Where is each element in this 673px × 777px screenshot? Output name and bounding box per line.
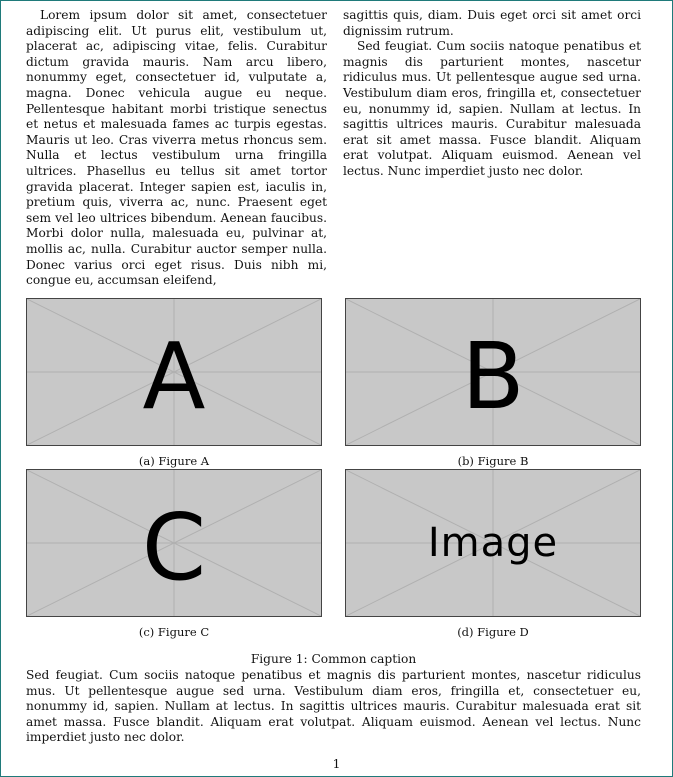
subfigure-d <box>345 469 641 639</box>
body-paragraph: Lorem ipsum dolor sit amet, consectetuer adipiscing elit. Ut purus elit, vestibulum ut, placerat ac, adipiscing vitae, felis. Curabitur dictum gravida mauris. Nam arcu libero, nonummy eget, consectetuer id, vulputate a, magna. Donec vehicula augue eu neque. Pellentesque habitant morbi tristique senectus et netus et malesuada fames ac turpis egestas. Mauris ut leo. Cras viverra metus rhoncus sem. Nulla et lectus vestibulum urna fringilla ultrices. Phasellus eu tellus sit amet tortor gravida placerat. Integer sapien est, iaculis in, pretium quis, viverra ac, nunc. Praesent eget sem vel leo ultrices bibendum. Aenean faucibus. Morbi dolor nulla, malesuada eu, pulvinar at, mollis ac, nulla. Curabitur auctor semper nulla. Donec varius orci eget risus. Duis nibh mi, congue eu, accumsan eleifend, <box>26 8 327 288</box>
subfigure-caption: (a) Figure A <box>138 454 210 468</box>
subfigure-caption: (c) Figure C <box>138 625 210 639</box>
subfigure-caption: (d) Figure D <box>457 625 529 639</box>
image-placeholder <box>345 469 641 617</box>
body-paragraph: Sed feugiat. Cum sociis natoque penatibus et magnis dis parturient montes, nascetur ridiculus mus. Ut pellentesque augue sed urna. Vestibulum diam eros, fringilla et, consectetuer eu, nonummy id, sapien. Nullam at lectus. In sagittis ultrices mauris. Curabitur malesuada erat sit amet massa. Fusce blandit. Aliquam erat volutpat. Aliquam euismod. Aenean vel lectus. Nunc imperdiet justo nec dolor. <box>26 668 641 745</box>
placeholder-letter: A <box>142 322 206 430</box>
image-placeholder <box>26 298 322 446</box>
subfigure-caption: (b) Figure B <box>457 454 529 468</box>
image-placeholder <box>345 298 641 446</box>
body-paragraph: Sed feugiat. Cum sociis natoque penatibus et magnis dis parturient montes, nascetur ridiculus mus. Ut pellentesque augue sed urna. Vestibulum diam eros, fringilla et, consectetuer eu, nonummy id, sapien. Nullam at lectus. In sagittis ultrices mauris. Curabitur malesuada erat sit amet massa. Fusce blandit. Aliquam erat volutpat. Aliquam euismod. Aenean vel lectus. Nunc imperdiet justo nec dolor. <box>343 39 641 178</box>
page-number: 1 <box>332 757 341 771</box>
subfigure-c <box>26 469 322 639</box>
figure-caption: Figure 1: Common caption <box>250 652 417 666</box>
subfigure-a <box>26 298 322 468</box>
placeholder-word: Image <box>427 520 559 566</box>
placeholder-letter: C <box>141 493 207 601</box>
body-paragraph-continued: sagittis quis, diam. Duis eget orci sit amet orci dignissim rutrum. <box>343 8 641 38</box>
body-text-after-figure <box>26 668 641 746</box>
right-column <box>343 8 641 180</box>
left-column <box>26 8 327 289</box>
image-placeholder <box>26 469 322 617</box>
subfigure-b <box>345 298 641 468</box>
placeholder-letter: B <box>461 322 525 430</box>
